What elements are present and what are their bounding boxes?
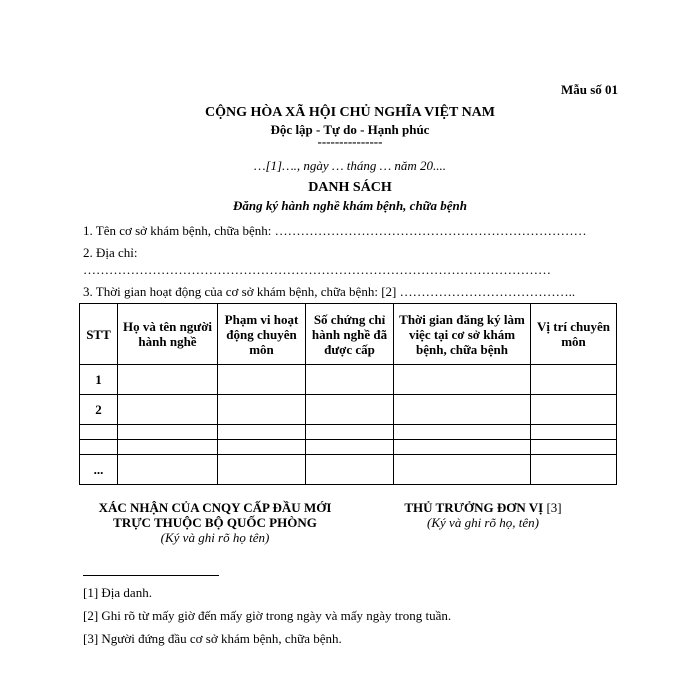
confirmation-title-line2: TRỰC THUỘC BỘ QUỐC PHÒNG (113, 515, 317, 530)
table-cell (531, 440, 617, 455)
table-cell (118, 440, 218, 455)
row-number (80, 425, 118, 440)
table-cell (218, 395, 306, 425)
table-cell (118, 425, 218, 440)
table-cell (218, 425, 306, 440)
table-cell (218, 440, 306, 455)
document-subtitle: Đăng ký hành nghề khám bệnh, chữa bệnh (233, 198, 467, 213)
row-number: ... (80, 455, 118, 485)
row-number: 2 (80, 395, 118, 425)
table-cell (306, 395, 394, 425)
table-cell (218, 365, 306, 395)
confirmation-signature-note: (Ký và ghi rõ họ tên) (160, 530, 270, 545)
country-heading: CỘNG HÒA XÃ HỘI CHỦ NGHĨA VIỆT NAM (204, 105, 495, 120)
confirmation-title-line1: XÁC NHẬN CỦA CNQY CẤP ĐẦU MỚI (98, 500, 332, 515)
table-cell (118, 365, 218, 395)
address-field: ……………………………………………………………………………………………… (83, 262, 551, 277)
table-cell (394, 395, 531, 425)
practitioner-table (79, 303, 617, 485)
form-code: Mẫu số 01 (560, 82, 618, 97)
table-cell (118, 455, 218, 485)
table-cell (394, 365, 531, 395)
national-motto: Độc lập - Tự do - Hạnh phúc (270, 122, 430, 137)
head-of-unit-reference: [3] (546, 500, 562, 515)
footnote-divider (83, 575, 219, 576)
table-row (80, 395, 617, 425)
footnote-1: [1] Địa danh. (83, 585, 152, 600)
column-header-name: Họ và tên người hành nghề (118, 304, 218, 365)
table-cell (531, 365, 617, 395)
table-cell (306, 455, 394, 485)
column-header-scope: Phạm vi hoạt động chuyên môn (218, 304, 306, 365)
table-cell (306, 425, 394, 440)
column-header-position: Vị trí chuyên môn (531, 304, 617, 365)
row-number: 1 (80, 365, 118, 395)
table-row (80, 365, 617, 395)
operating-hours-field: 3. Thời gian hoạt động của cơ sở khám bệnh, chữa bệnh: [2] ………………………………….. (83, 284, 576, 299)
footnote-3: [3] Người đứng đầu cơ sở khám bệnh, chữa bệnh. (83, 631, 342, 646)
table-cell (394, 425, 531, 440)
table-cell (531, 425, 617, 440)
address-label: 2. Địa chỉ: (83, 245, 138, 260)
table-cell (306, 365, 394, 395)
table-cell (306, 440, 394, 455)
table-row (80, 455, 617, 485)
table-row (80, 425, 617, 440)
table-cell (531, 455, 617, 485)
column-header-stt: STT (80, 304, 118, 365)
facility-name-field: 1. Tên cơ sở khám bệnh, chữa bệnh: ……………………………………………………………… (83, 223, 587, 238)
place-date-line: …[1]…., ngày … tháng … năm 20.... (253, 158, 447, 173)
table-row (80, 440, 617, 455)
document-title: DANH SÁCH (308, 180, 392, 195)
column-header-certificate: Số chứng chỉ hành nghề đã được cấp (306, 304, 394, 365)
footnote-2: [2] Ghi rõ từ mấy giờ đến mấy giờ trong ngày và mấy ngày trong tuần. (83, 608, 452, 623)
table-cell (394, 455, 531, 485)
table-cell (118, 395, 218, 425)
confirmation-signature-block (80, 500, 350, 545)
table-header-row (80, 304, 617, 365)
head-of-unit-title: THỦ TRƯỞNG ĐƠN VỊ (404, 500, 544, 515)
head-of-unit-signature-note: (Ký và ghi rõ họ, tên) (427, 515, 539, 530)
head-of-unit-signature-block (398, 500, 568, 530)
column-header-working-time: Thời gian đăng ký làm việc tại cơ sở khám bệnh, chữa bệnh (394, 304, 531, 365)
table-cell (394, 440, 531, 455)
header-separator: --------------- (317, 134, 383, 149)
table-cell (531, 395, 617, 425)
table-cell (218, 455, 306, 485)
row-number (80, 440, 118, 455)
